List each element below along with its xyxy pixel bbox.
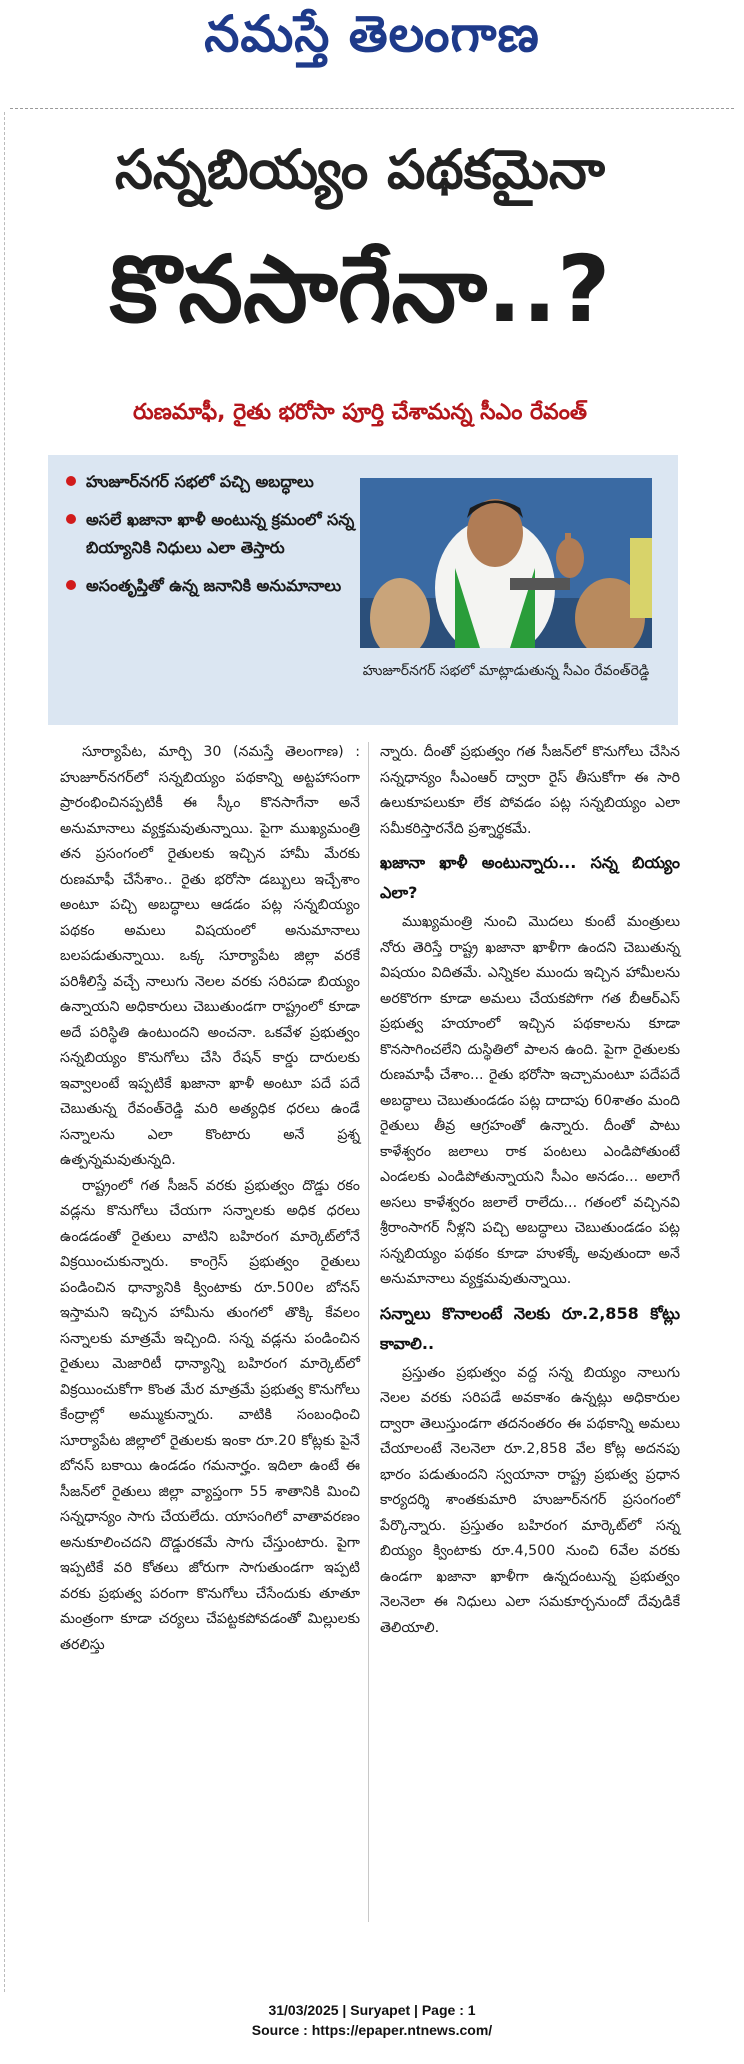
top-divider	[10, 108, 734, 109]
newspaper-title: నమస్తే తెలంగాణ	[204, 4, 540, 63]
article-column-left	[60, 740, 360, 1658]
highlight-text: అసలే ఖజానా ఖాళీ అంటున్న క్రమంలో సన్న బియ్యానికి నిధులు ఎలా తెస్తారు	[86, 510, 355, 557]
highlight-item	[66, 468, 356, 496]
article-paragraph: ముఖ్యమంత్రి నుంచి మొదలు కుంటే మంత్రులు నోరు తెరిస్తే రాష్ట్ర ఖజానా ఖాళీగా ఉందని చెబుతున్న విషయం విదితమే. ఎన్నికల ముందు ఇచ్చిన హామీలను అరకొరగా కూడా అమలు చేయకపోగా గత బీఆర్‌ఎస్ ప్రభుత్వ హయాంలో ఇచ్చిన పథకాలను కూడా కొనసాగించలేని దుస్థితిలో పాలన ఉంది. పైగా రైతులకు రుణమాఫీ చేశాం... రైతు భరోసా ఇచ్చామంటూ పదేపదే అబద్ధాలు చెబుతుండడం పట్ల దాదాపు 60శాతం మంది రైతులు తీవ్ర ఆగ్రహంతో ఉన్నారు. దీంతో పాటు కాళేశ్వరం జలాలు రాక పంటలు ఎండిపోతుంటే ఎండలకు ఎండిపోతున్నాయని సీఎం అనడం... అలాగే అసలు కాళేశ్వరం జలాలే రాలేదు... గతంలో వచ్చినవి శ్రీరాంసాగర్ నీళ్లని పచ్చి అబద్ధాలు చెబుతుండడం పట్ల సన్నబియ్యం పథకం కూడా హుళక్కే అవుతుందా అనే అనుమానాలు వ్యక్తమవుతున్నాయి.	[380, 914, 680, 1287]
highlight-text: హుజూర్‌నగర్ సభలో పచ్చి అబద్ధాలు	[86, 472, 314, 491]
section-heading: ఖజానా ఖాళీ అంటున్నారు... సన్న బియ్యం ఎలా?	[380, 853, 680, 902]
highlights-list	[66, 468, 356, 610]
bullet-dot-icon	[66, 476, 76, 486]
article-paragraph: రాష్ట్రంలో గత సీజన్ వరకు ప్రభుత్వం దొడ్డు రకం వడ్లను కొనుగోలు చేయగా సన్నాలకు అధిక ధరలు ఉండడంతో రైతులు వాటిని బహిరంగ మార్కెట్‌లోనే విక్రయించుకున్నారు. కాంగ్రెస్ ప్రభుత్వం రైతులు పండించిన ధాన్యానికి క్వింటాకు రూ.500ల బోనస్ ఇస్తామని ఇచ్చిన హామీను తుంగలో తొక్కి కేవలం సన్నాలకు మాత్రమే ఇచ్చింది. సన్న వడ్లను పండించిన రైతులు మెజారిటీ ధాన్యాన్ని బహిరంగ మార్కెట్‌లో విక్రయించుకోగా కొంత మేర మాత్రమే ప్రభుత్వ కొనుగోలు కేంద్రాల్లో అమ్ముకున్నారు. వాటికి సంబంధించి సూర్యాపేట జిల్లాలో రైతులకు ఇంకా రూ.20 కోట్లకు పైనే బోనస్ బకాయి ఉండడం గమనార్హం. ఇదిలా ఉంటే ఈ సీజన్‌లో రైతులు జిల్లా వ్యాప్తంగా 55 శాతానికి మించి సన్నధాన్యం సాగు చేయలేదు. యాసంగిలో వాతావరణం అనుకూలించదని దొడ్డురకమే సాగు చేస్తుంటారు. పైగా ఇప్పటికే వరి కోతలు జోరుగా సాగుతుండగా ఇప్పటి వరకు ప్రభుత్వ పరంగా కొనుగోలు చేసేందుకు తూతూ మంత్రంగా కూడా చర్యలు చేపట్టకపోవడంతో మిల్లులకు తరలిస్తు	[60, 1177, 360, 1653]
bullet-dot-icon	[66, 580, 76, 590]
footer-source-link[interactable]: Source : https://epaper.ntnews.com/	[251, 2022, 493, 2038]
article-paragraph: సూర్యాపేట, మార్చి 30 (నమస్తే తెలంగాణ) : హుజూర్‌నగర్‌లో సన్నబియ్యం పథకాన్ని అట్టహాసంగా ప్రారంభించినప్పటికీ ఈ స్కీం కొనసాగేనా అనే అనుమానాలు వ్యక్తమవుతున్నాయి. పైగా ముఖ్యమంత్రి తన ప్రసంగంలో రైతులకు ఇచ్చిన హామీ మేరకు రుణమాఫీ చేసేశాం.. రైతు భరోసా డబ్బులు ఇచ్చేశాం అంటూ పచ్చి అబద్ధాలు ఆడడం పట్ల సన్నబియ్యం పథకం అమలు విషయంలో అనుమానాలు బలపడుతున్నాయి. ఒక్క సూర్యాపేట జిల్లా వరకే పరిశీలిస్తే వచ్చే నాలుగు నెలల వరకు సరిపడా బియ్యం ఉన్నాయని అధికారులు చెబుతుండగా రాష్ట్రంలో కూడా అదే పరిస్థితి ఉంటుందని అంచనా. ఒకవేళ ప్రభుత్వం సన్నబియ్యం కొనుగోలు చేసి రేషన్ కార్డు దారులకు ఇవ్వాలంటే ఇప్పటికే ఖజానా ఖాళీ అంటూ పదే పదే చెబుతున్న రేవంత్‌రెడ్డి మరి అత్యధిక ధరలు ఉండే సన్నాలను ఎలా కొంటారు అనే ప్రశ్న ఉత్పన్నమవుతున్నది.	[60, 744, 360, 1168]
headline-line-1: సన్నబియ్యం పథకమైనా	[114, 138, 605, 201]
column-divider	[368, 742, 369, 1922]
highlight-text: అసంతృప్తితో ఉన్న జనానికి అనుమానాలు	[86, 576, 342, 595]
news-photo	[360, 478, 652, 648]
bullet-dot-icon	[66, 514, 76, 524]
highlight-item	[66, 572, 356, 600]
cm-speaking-photo-illustration	[360, 478, 652, 648]
article-column-right	[380, 740, 680, 1641]
headline-line-2: కొనసాగేనా..?	[109, 236, 611, 343]
left-margin-rule	[4, 112, 5, 1992]
subheadline: రుణమాఫీ, రైతు భరోసా పూర్తి చేశామన్న సీఎం రేవంత్	[133, 400, 587, 425]
photo-caption: హుజూర్‌నగర్ సభలో మాట్లాడుతున్న సీఎం రేవంత్‌రెడ్డి	[362, 663, 650, 679]
masthead	[0, 0, 744, 80]
article-paragraph: ప్రస్తుతం ప్రభుత్వం వద్ద సన్న బియ్యం నాలుగు నెలల వరకు సరిపడే అవకాశం ఉన్నట్లు అధికారుల ద్వారా తెలుస్తుండగా తదనంతరం ఈ పథకాన్ని అమలు చేయాలంటే నెలనెలా రూ.2,858 వేల కోట్ల అదనపు భారం పడుతుందని స్వయానా రాష్ట్ర ప్రభుత్వ ప్రధాన కార్యదర్శి శాంతకుమారి హుజూర్‌నగర్ ప్రసంగంలో పేర్కొన్నారు. ప్రస్తుతం బహిరంగ మార్కెట్‌లో సన్న బియ్యం క్వింటాకు రూ.4,500 నుంచి 6వేల వరకు ఉండగా ఖజానా ఖాళీగా ఉన్నదంటున్న ప్రభుత్వం నెలనెలా ఈ నిధులు ఎలా సమకూర్చనుందో దేవుడికే తెలియాలి.	[380, 1364, 680, 1636]
highlight-item	[66, 506, 356, 562]
page-footer	[0, 2000, 744, 2040]
footer-edition-info: 31/03/2025 | Suryapet | Page : 1	[268, 2002, 476, 2018]
section-heading: సన్నాలు కొనాలంటే నెలకు రూ.2,858 కోట్లు కావాలి..	[380, 1303, 680, 1353]
article-paragraph: న్నారు. దీంతో ప్రభుత్వం గత సీజన్‌లో కొనుగోలు చేసిన సన్నధాన్యం సీఎంఆర్ ద్వారా రైస్ తీసుకోగా ఈ సారి ఉలుకూపలుకూ లేక పోవడం పట్ల సన్నబియ్యం ఎలా సమీకరిస్తారనేది ప్రశ్నార్థకమే.	[380, 744, 680, 837]
